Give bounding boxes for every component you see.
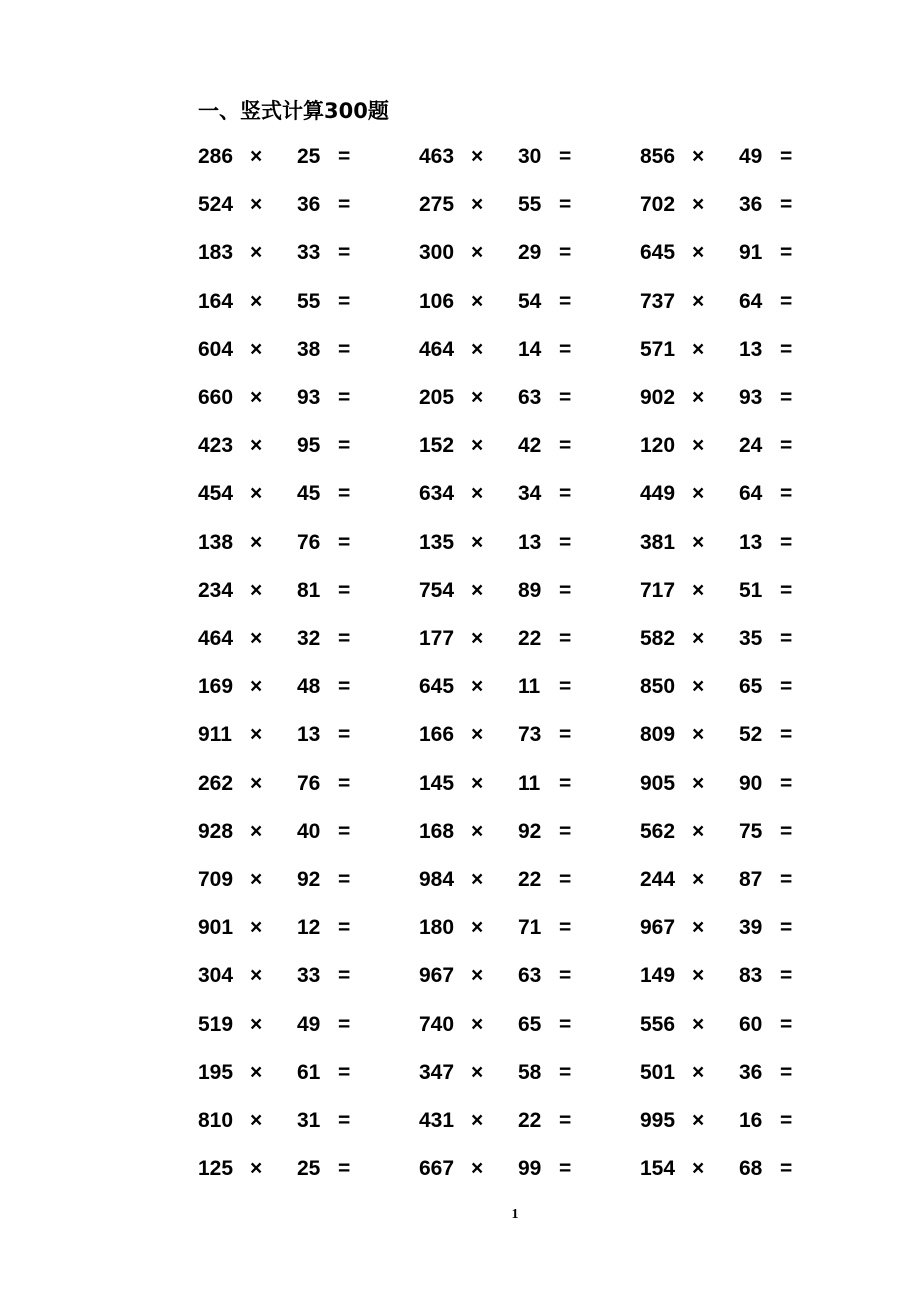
multiplicand: 754 — [419, 578, 455, 602]
problem-row — [0, 865, 920, 895]
times-sign: × — [692, 578, 705, 602]
equals-sign: = — [338, 386, 351, 409]
equals-sign: = — [559, 337, 572, 361]
problem-row — [0, 287, 920, 317]
equals-sign: = — [559, 964, 572, 988]
multiplicand: 234 — [198, 578, 234, 602]
multiplicand: 454 — [198, 482, 234, 506]
times-sign: × — [471, 916, 484, 940]
multiplier: 64 — [739, 482, 763, 506]
problem-row — [0, 190, 920, 220]
multiplicand: 145 — [419, 771, 455, 795]
multiplier: 22 — [518, 627, 542, 650]
equals-sign: = — [338, 819, 351, 843]
multiplier: 22 — [518, 868, 542, 891]
equals-sign: = — [780, 482, 793, 506]
multiplicand: 262 — [198, 771, 234, 795]
equals-sign: = — [338, 916, 351, 940]
equals-sign: = — [780, 675, 793, 699]
equals-sign: = — [338, 964, 351, 988]
equals-sign: = — [780, 386, 793, 409]
multiplier: 36 — [739, 1060, 763, 1084]
multiplier: 13 — [739, 530, 763, 554]
times-sign: × — [692, 723, 705, 747]
multiplicand: 911 — [198, 723, 232, 747]
times-sign: × — [471, 482, 484, 506]
times-sign: × — [250, 578, 263, 602]
equals-sign: = — [559, 145, 572, 168]
times-sign: × — [692, 1157, 705, 1181]
multiplicand: 164 — [198, 289, 234, 313]
multiplier: 68 — [739, 1157, 763, 1181]
equals-sign: = — [338, 241, 351, 265]
times-sign: × — [471, 193, 484, 217]
multiplicand: 205 — [419, 386, 455, 409]
equals-sign: = — [780, 964, 793, 988]
multiplier: 60 — [739, 1012, 763, 1036]
equals-sign: = — [338, 675, 351, 699]
multiplicand: 169 — [198, 675, 234, 699]
multiplicand: 645 — [419, 675, 455, 699]
equals-sign: = — [559, 1012, 572, 1036]
multiplicand: 524 — [198, 193, 234, 217]
equals-sign: = — [780, 1012, 793, 1036]
problem-row — [0, 528, 920, 558]
times-sign: × — [250, 916, 263, 940]
equals-sign: = — [338, 193, 351, 217]
multiplicand: 902 — [640, 386, 676, 409]
equals-sign: = — [338, 771, 351, 795]
problem-row — [0, 913, 920, 943]
multiplier: 13 — [297, 723, 321, 747]
problem-row — [0, 1106, 920, 1136]
multiplier: 49 — [297, 1012, 321, 1036]
equals-sign: = — [780, 193, 793, 217]
times-sign: × — [250, 241, 263, 265]
multiplicand: 967 — [419, 964, 455, 988]
equals-sign: = — [780, 1060, 793, 1084]
times-sign: × — [471, 868, 484, 891]
times-sign: × — [692, 145, 705, 168]
times-sign: × — [692, 964, 705, 988]
multiplicand: 667 — [419, 1157, 455, 1181]
multiplicand: 571 — [640, 337, 676, 361]
multiplier: 91 — [739, 241, 763, 265]
multiplicand: 275 — [419, 193, 455, 217]
multiplicand: 562 — [640, 819, 676, 843]
multiplier: 87 — [739, 868, 763, 891]
multiplicand: 717 — [640, 578, 676, 602]
multiplicand: 856 — [640, 145, 676, 168]
equals-sign: = — [559, 1060, 572, 1084]
multiplicand: 166 — [419, 723, 455, 747]
equals-sign: = — [780, 916, 793, 940]
times-sign: × — [250, 627, 263, 650]
times-sign: × — [250, 675, 263, 699]
equals-sign: = — [559, 1109, 572, 1132]
multiplier: 90 — [739, 771, 763, 795]
multiplicand: 740 — [419, 1012, 455, 1036]
equals-sign: = — [338, 627, 351, 650]
multiplier: 63 — [518, 964, 542, 988]
equals-sign: = — [780, 145, 793, 168]
multiplicand: 168 — [419, 819, 455, 843]
multiplicand: 431 — [419, 1109, 455, 1132]
multiplicand: 304 — [198, 964, 234, 988]
times-sign: × — [692, 868, 705, 891]
multiplier: 75 — [739, 819, 763, 843]
times-sign: × — [250, 482, 263, 506]
times-sign: × — [250, 386, 263, 409]
multiplier: 24 — [739, 434, 763, 458]
multiplier: 22 — [518, 1109, 542, 1132]
multiplicand: 347 — [419, 1060, 455, 1084]
equals-sign: = — [559, 1157, 572, 1181]
multiplier: 39 — [739, 916, 763, 940]
times-sign: × — [471, 1060, 484, 1084]
multiplier: 89 — [518, 578, 542, 602]
problem-row — [0, 431, 920, 461]
times-sign: × — [250, 819, 263, 843]
multiplier: 13 — [739, 337, 763, 361]
multiplicand: 967 — [640, 916, 676, 940]
multiplicand: 423 — [198, 434, 234, 458]
times-sign: × — [692, 434, 705, 458]
times-sign: × — [250, 868, 263, 891]
multiplicand: 809 — [640, 723, 676, 747]
multiplicand: 106 — [419, 289, 455, 313]
times-sign: × — [692, 675, 705, 699]
equals-sign: = — [559, 530, 572, 554]
problem-row — [0, 624, 920, 654]
times-sign: × — [471, 771, 484, 795]
equals-sign: = — [780, 868, 793, 891]
equals-sign: = — [780, 819, 793, 843]
multiplier: 42 — [518, 434, 542, 458]
problem-row — [0, 672, 920, 702]
multiplier: 31 — [297, 1109, 321, 1132]
equals-sign: = — [559, 675, 572, 699]
multiplicand: 501 — [640, 1060, 676, 1084]
equals-sign: = — [559, 868, 572, 891]
times-sign: × — [471, 145, 484, 168]
times-sign: × — [471, 964, 484, 988]
times-sign: × — [250, 771, 263, 795]
multiplier: 40 — [297, 819, 321, 843]
multiplier: 49 — [739, 145, 763, 168]
multiplier: 32 — [297, 627, 321, 650]
multiplicand: 177 — [419, 627, 455, 650]
times-sign: × — [692, 482, 705, 506]
times-sign: × — [692, 627, 705, 650]
times-sign: × — [250, 337, 263, 361]
multiplier: 93 — [297, 386, 321, 409]
multiplier: 64 — [739, 289, 763, 313]
times-sign: × — [692, 530, 705, 554]
problem-row — [0, 576, 920, 606]
multiplicand: 244 — [640, 868, 676, 891]
times-sign: × — [692, 771, 705, 795]
times-sign: × — [471, 434, 484, 458]
multiplicand: 463 — [419, 145, 455, 168]
problem-row — [0, 720, 920, 750]
multiplicand: 928 — [198, 819, 234, 843]
times-sign: × — [471, 1012, 484, 1036]
multiplier: 92 — [297, 868, 321, 891]
multiplicand: 180 — [419, 916, 455, 940]
multiplier: 55 — [518, 193, 542, 217]
multiplier: 52 — [739, 723, 763, 747]
equals-sign: = — [338, 482, 351, 506]
multiplicand: 984 — [419, 868, 455, 891]
multiplier: 14 — [518, 337, 542, 361]
times-sign: × — [471, 386, 484, 409]
multiplicand: 300 — [419, 241, 455, 265]
multiplier: 92 — [518, 819, 542, 843]
multiplier: 11 — [518, 771, 541, 795]
times-sign: × — [471, 289, 484, 313]
equals-sign: = — [559, 819, 572, 843]
equals-sign: = — [338, 1060, 351, 1084]
multiplier: 61 — [297, 1060, 321, 1084]
equals-sign: = — [780, 771, 793, 795]
multiplier: 29 — [518, 241, 542, 265]
equals-sign: = — [559, 723, 572, 747]
multiplier: 11 — [518, 675, 541, 699]
multiplicand: 138 — [198, 530, 234, 554]
problem-row — [0, 142, 920, 172]
multiplier: 45 — [297, 482, 321, 506]
multiplicand: 905 — [640, 771, 676, 795]
problem-row — [0, 769, 920, 799]
multiplicand: 810 — [198, 1109, 234, 1132]
times-sign: × — [250, 434, 263, 458]
multiplier: 63 — [518, 386, 542, 409]
multiplicand: 850 — [640, 675, 676, 699]
equals-sign: = — [780, 434, 793, 458]
multiplicand: 702 — [640, 193, 676, 217]
multiplicand: 195 — [198, 1060, 234, 1084]
multiplier: 51 — [739, 578, 763, 602]
times-sign: × — [250, 193, 263, 217]
equals-sign: = — [780, 241, 793, 265]
problem-row — [0, 961, 920, 991]
times-sign: × — [471, 337, 484, 361]
times-sign: × — [471, 819, 484, 843]
multiplier: 33 — [297, 241, 321, 265]
equals-sign: = — [338, 578, 351, 602]
equals-sign: = — [559, 578, 572, 602]
multiplier: 55 — [297, 289, 321, 313]
multiplier: 36 — [739, 193, 763, 217]
multiplier: 38 — [297, 337, 321, 361]
times-sign: × — [692, 241, 705, 265]
problem-row — [0, 817, 920, 847]
times-sign: × — [471, 627, 484, 650]
problem-row — [0, 1154, 920, 1184]
equals-sign: = — [780, 627, 793, 650]
equals-sign: = — [338, 337, 351, 361]
equals-sign: = — [338, 868, 351, 891]
times-sign: × — [250, 145, 263, 168]
problem-row — [0, 238, 920, 268]
times-sign: × — [471, 578, 484, 602]
problem-row — [0, 335, 920, 365]
times-sign: × — [692, 337, 705, 361]
multiplier: 48 — [297, 675, 321, 699]
equals-sign: = — [559, 627, 572, 650]
equals-sign: = — [559, 916, 572, 940]
multiplicand: 286 — [198, 145, 234, 168]
times-sign: × — [692, 1012, 705, 1036]
times-sign: × — [471, 675, 484, 699]
equals-sign: = — [338, 723, 351, 747]
multiplicand: 582 — [640, 627, 676, 650]
times-sign: × — [471, 1157, 484, 1181]
multiplicand: 120 — [640, 434, 676, 458]
multiplier: 76 — [297, 771, 321, 795]
times-sign: × — [692, 289, 705, 313]
multiplicand: 135 — [419, 530, 455, 554]
times-sign: × — [471, 530, 484, 554]
multiplicand: 995 — [640, 1109, 676, 1132]
multiplicand: 645 — [640, 241, 676, 265]
page-number: 1 — [511, 1207, 519, 1222]
equals-sign: = — [338, 289, 351, 313]
multiplier: 13 — [518, 530, 542, 554]
multiplier: 65 — [739, 675, 763, 699]
times-sign: × — [250, 723, 263, 747]
equals-sign: = — [338, 1012, 351, 1036]
multiplicand: 381 — [640, 530, 676, 554]
equals-sign: = — [780, 530, 793, 554]
equals-sign: = — [338, 1109, 351, 1132]
times-sign: × — [250, 964, 263, 988]
multiplicand: 464 — [419, 337, 455, 361]
page-title: 一、竖式计算300题 — [198, 99, 389, 123]
multiplier: 16 — [739, 1109, 763, 1132]
multiplier: 34 — [518, 482, 542, 506]
equals-sign: = — [559, 289, 572, 313]
equals-sign: = — [559, 434, 572, 458]
equals-sign: = — [559, 386, 572, 409]
equals-sign: = — [780, 578, 793, 602]
multiplicand: 449 — [640, 482, 676, 506]
multiplicand: 152 — [419, 434, 455, 458]
multiplier: 81 — [297, 578, 321, 602]
equals-sign: = — [780, 337, 793, 361]
multiplicand: 149 — [640, 964, 676, 988]
multiplicand: 154 — [640, 1157, 676, 1181]
multiplier: 33 — [297, 964, 321, 988]
times-sign: × — [692, 1109, 705, 1132]
times-sign: × — [471, 241, 484, 265]
multiplier: 95 — [297, 434, 321, 458]
times-sign: × — [471, 1109, 484, 1132]
multiplicand: 709 — [198, 868, 234, 891]
times-sign: × — [250, 1157, 263, 1181]
problem-row — [0, 479, 920, 509]
equals-sign: = — [559, 482, 572, 506]
equals-sign: = — [559, 241, 572, 265]
equals-sign: = — [780, 723, 793, 747]
times-sign: × — [471, 723, 484, 747]
multiplicand: 464 — [198, 627, 234, 650]
multiplier: 54 — [518, 289, 542, 313]
problem-row — [0, 1058, 920, 1088]
times-sign: × — [692, 1060, 705, 1084]
multiplier: 58 — [518, 1060, 542, 1084]
multiplier: 12 — [297, 916, 321, 940]
multiplier: 71 — [518, 916, 542, 940]
multiplicand: 519 — [198, 1012, 234, 1036]
equals-sign: = — [559, 771, 572, 795]
multiplier: 36 — [297, 193, 321, 217]
multiplicand: 634 — [419, 482, 455, 506]
multiplier: 99 — [518, 1157, 542, 1181]
equals-sign: = — [780, 1157, 793, 1181]
multiplier: 25 — [297, 145, 321, 168]
equals-sign: = — [780, 1109, 793, 1132]
multiplier: 73 — [518, 723, 542, 747]
equals-sign: = — [559, 193, 572, 217]
problem-row — [0, 383, 920, 413]
multiplier: 25 — [297, 1157, 321, 1181]
multiplicand: 125 — [198, 1157, 234, 1181]
times-sign: × — [692, 386, 705, 409]
times-sign: × — [692, 916, 705, 940]
times-sign: × — [250, 1109, 263, 1132]
equals-sign: = — [780, 289, 793, 313]
times-sign: × — [250, 289, 263, 313]
equals-sign: = — [338, 530, 351, 554]
equals-sign: = — [338, 434, 351, 458]
multiplier: 65 — [518, 1012, 542, 1036]
multiplicand: 183 — [198, 241, 234, 265]
times-sign: × — [250, 1060, 263, 1084]
multiplier: 83 — [739, 964, 763, 988]
equals-sign: = — [338, 1157, 351, 1181]
multiplicand: 737 — [640, 289, 676, 313]
multiplier: 35 — [739, 627, 763, 650]
times-sign: × — [250, 1012, 263, 1036]
times-sign: × — [692, 193, 705, 217]
multiplicand: 660 — [198, 386, 234, 409]
times-sign: × — [250, 530, 263, 554]
multiplier: 76 — [297, 530, 321, 554]
multiplicand: 556 — [640, 1012, 676, 1036]
times-sign: × — [692, 819, 705, 843]
multiplier: 93 — [739, 386, 763, 409]
problem-row — [0, 1010, 920, 1040]
multiplier: 30 — [518, 145, 542, 168]
multiplicand: 604 — [198, 337, 234, 361]
multiplicand: 901 — [198, 916, 234, 940]
equals-sign: = — [338, 145, 351, 168]
